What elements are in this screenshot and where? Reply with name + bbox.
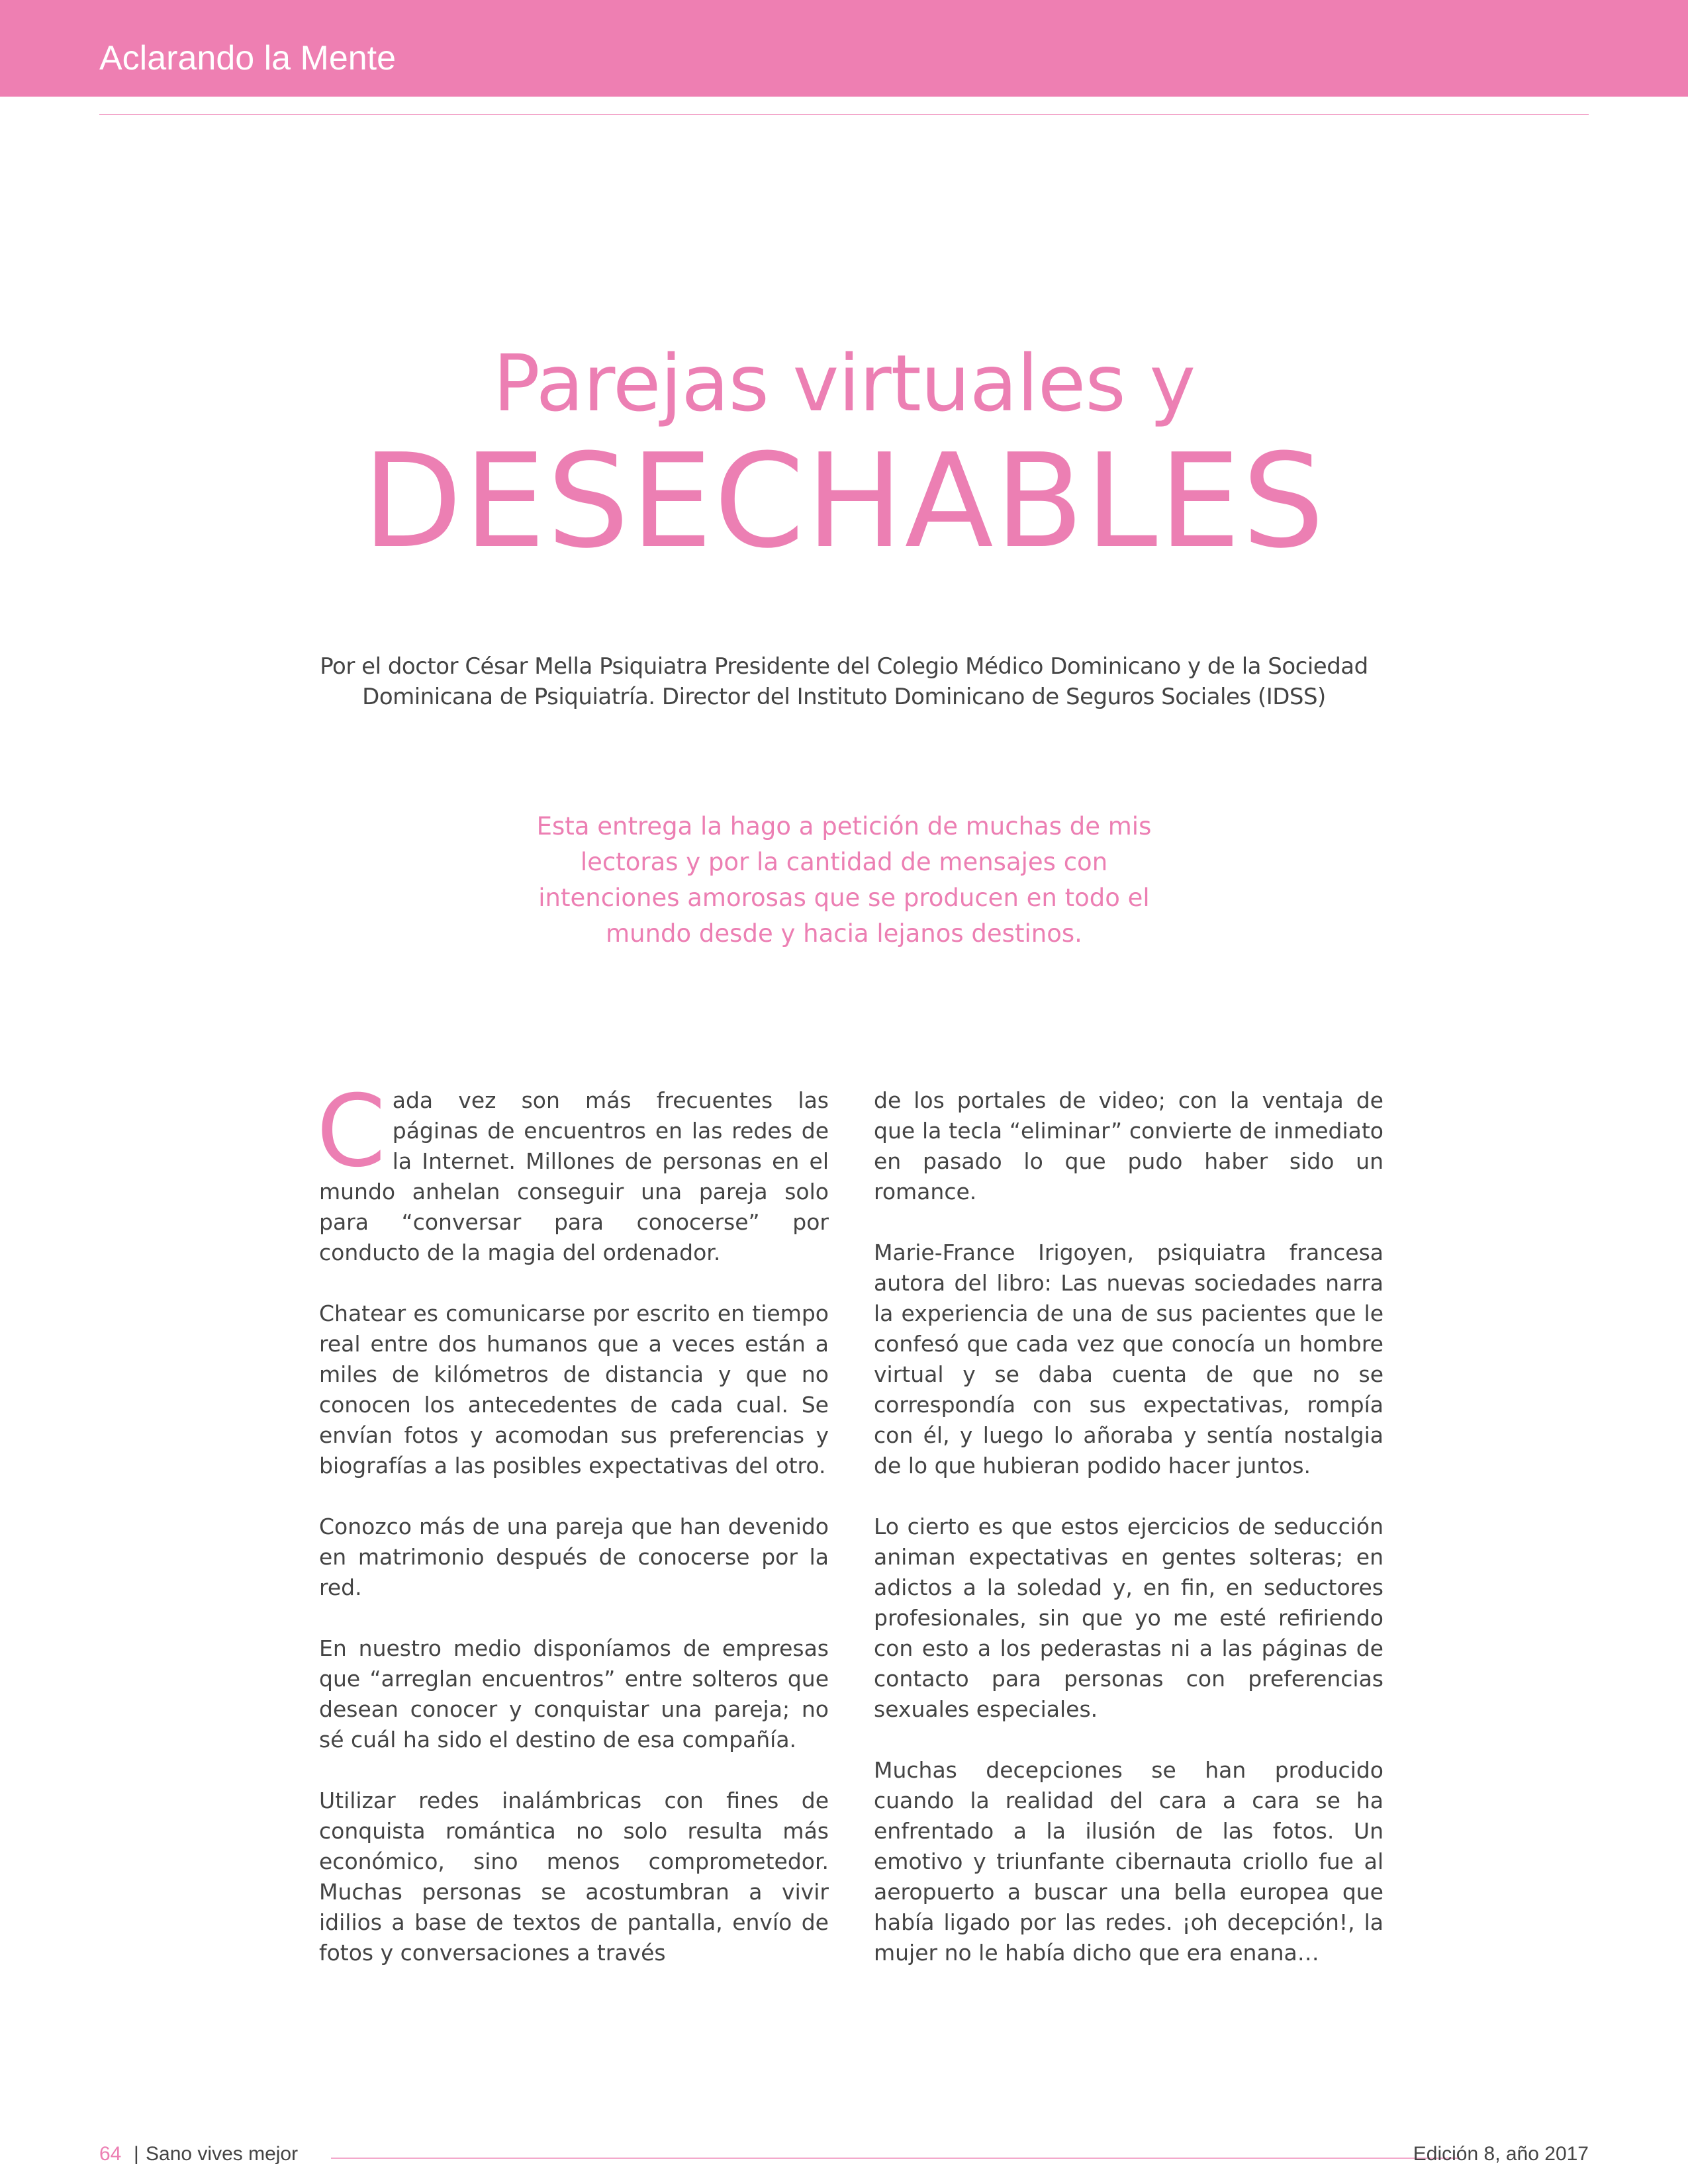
section-title: Aclarando la Mente bbox=[99, 39, 397, 77]
paragraph-1 bbox=[316, 1074, 829, 1268]
footer-separator: | bbox=[134, 2143, 139, 2165]
left-column bbox=[316, 1074, 829, 1999]
drop-cap: C bbox=[316, 1074, 386, 1189]
paragraph-3: Conozco más de una pareja que han devenido en matrimonio después de conocerse por la red. bbox=[319, 1514, 829, 1600]
paragraph-9: Muchas decepciones se han producido cuando la realidad del cara a cara se ha enfrentado a la ilusión de las fotos. Un emotivo y triunfante cibernauta criollo fue al aeropuerto a buscar una bella europea que había ligado por las redes. ¡oh decepción!, la mujer no le había dicho que era enana… bbox=[874, 1757, 1383, 1966]
footer-divider bbox=[331, 2158, 1460, 2159]
author-byline: Por el doctor César Mella Psiquiatra Presidente del Colegio Médico Dominicano y de la Sociedad Dominicana de Psiquiatría. Director del Instituto Dominicano de Seguros Sociales (IDSS) bbox=[320, 653, 1368, 710]
edition-label: Edición 8, año 2017 bbox=[1413, 2143, 1589, 2165]
paragraph-2: Chatear es comunicarse por escrito en tiempo real entre dos humanos que a veces están a miles de kilómetros de distancia y que no conocen los antecedentes de cada cual. Se envían fotos y acomodan sus preferencias y biografías a las posibles expectativas del otro. bbox=[319, 1300, 829, 1479]
paragraph-5: Utilizar redes inalámbricas con fines de conquista romántica no solo resulta más económico, sino menos comprometedor. Muchas personas se acostumbran a vivir idilios a base de textos de pantalla, envío de fotos y conversaciones a través bbox=[319, 1788, 829, 1966]
header-divider bbox=[99, 114, 1589, 115]
page-number: 64 bbox=[99, 2143, 122, 2165]
page-footer bbox=[99, 2143, 1589, 2176]
right-column bbox=[874, 1085, 1383, 1999]
article-title-line2: DESECHABLES bbox=[362, 426, 1326, 577]
article-title-line1: Parejas virtuales y bbox=[492, 338, 1196, 429]
article-intro: Esta entrega la hago a petición de muchas de mis lectoras y por la cantidad de mensajes con intenciones amorosas que se producen en todo el mundo desde y hacia lejanos destinos. bbox=[536, 812, 1152, 948]
paragraph-8: Lo cierto es que estos ejercicios de seducción animan expectativas en gentes solteras; en adictos a la soledad y, en fin, en seductores profesionales, sin que yo me esté refiriendo con esto a los pederastas ni a las páginas de contacto para personas con preferencias sexuales especiales. bbox=[874, 1514, 1383, 1722]
publication-name: Sano vives mejor bbox=[146, 2143, 299, 2165]
paragraph-4: En nuestro medio disponíamos de empresas que “arreglan encuentros” entre solteros que desean conocer y conquistar una pareja; no sé cuál ha sido el destino de esa compañía. bbox=[319, 1635, 829, 1752]
paragraph-6: de los portales de video; con la ventaja de que la tecla “eliminar” convierte de inmediato en pasado lo que pudo haber sido un romance. bbox=[874, 1087, 1383, 1205]
paragraph-7: Marie-France Irigoyen, psiquiatra francesa autora del libro: Las nuevas sociedades narra la experiencia de una de sus pacientes que le confesó que cada vez que conocía un hombre virtual y se daba cuenta de que no se correspondía con sus expectativas, rompía con él, y luego lo añoraba y sentía nostalgia de lo que hubieran podido hacer juntos. bbox=[874, 1240, 1383, 1479]
paragraph-1-text: ada vez son más frecuentes las páginas de encuentros en las redes de la Internet. Millones de personas en el mundo anhelan conseguir una pareja solo para “conversar para conocerse” por conducto de la magia del ordenador. bbox=[319, 1087, 829, 1265]
